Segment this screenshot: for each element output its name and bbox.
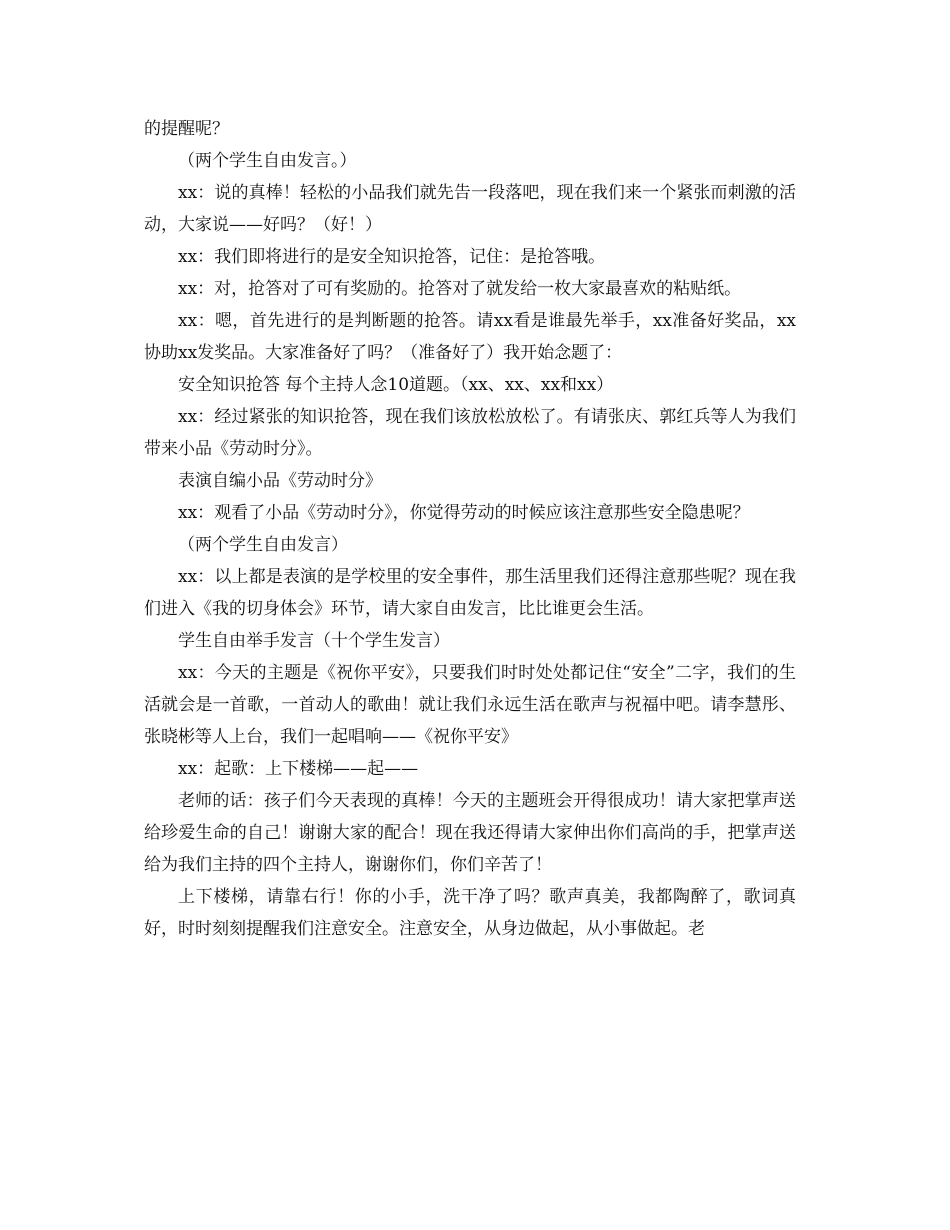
paragraph: 的提醒呢？	[144, 119, 229, 139]
paragraph: 表演自编小品《劳动时分》	[178, 471, 382, 491]
paragraph: xx：起歌：上下楼梯——起——	[178, 759, 419, 779]
paragraph: xx：观看了小品《劳动时分》，你觉得劳动的时候应该注意那些安全隐患呢？	[178, 503, 750, 523]
paragraph: （两个学生自由发言。）	[178, 151, 357, 171]
paragraph: 上下楼梯，请靠右行！你的小手，洗干净了吗？歌声真美，我都陶醉了，歌词真好，时时刻刻提醒我们注意安全。注意安全，从身边做起，从小事做起。老	[144, 887, 796, 939]
document-body	[144, 113, 796, 945]
paragraph: 学生自由举手发言（十个学生发言）	[178, 631, 450, 651]
paragraph: 安全知识抢答 每个主持人念10道题。（xx、xx、xx和xx）	[178, 375, 614, 395]
paragraph: xx：对，抢答对了可有奖励的。抢答对了就发给一枚大家最喜欢的粘贴纸。	[178, 279, 742, 299]
paragraph: xx：我们即将进行的是安全知识抢答，记住：是抢答哦。	[178, 247, 606, 267]
paragraph: xx：今天的主题是《祝你平安》，只要我们时时处处都记住“安全”二字，我们的生活就会是一首歌，一首动人的歌曲！就让我们永远生活在歌声与祝福中吧。请李慧彤、张晓彬等人上台，我们一起唱响——《祝你平安》	[144, 663, 796, 747]
paragraph: 老师的话：孩子们今天表现的真棒！今天的主题班会开得很成功！请大家把掌声送给珍爱生命的自己！谢谢大家的配合！现在我还得请大家伸出你们高尚的手，把掌声送给为我们主持的四个主持人，谢谢你们，你们辛苦了！	[144, 791, 796, 875]
paragraph: xx：以上都是表演的是学校里的安全事件，那生活里我们还得注意那些呢？现在我们进入《我的切身体会》环节，请大家自由发言，比比谁更会生活。	[144, 567, 796, 619]
paragraph: xx：嗯，首先进行的是判断题的抢答。请xx看是谁最先举手，xx准备好奖品，xx协助xx发奖品。大家准备好了吗？（准备好了）我开始念题了：	[144, 311, 796, 363]
paragraph: （两个学生自由发言）	[178, 535, 348, 555]
paragraph: xx：说的真棒！轻松的小品我们就先告一段落吧，现在我们来一个紧张而刺激的活动，大家说——好吗？（好！）	[144, 183, 796, 235]
paragraph: xx：经过紧张的知识抢答，现在我们该放松放松了。有请张庆、郭红兵等人为我们带来小品《劳动时分》。	[144, 407, 796, 459]
